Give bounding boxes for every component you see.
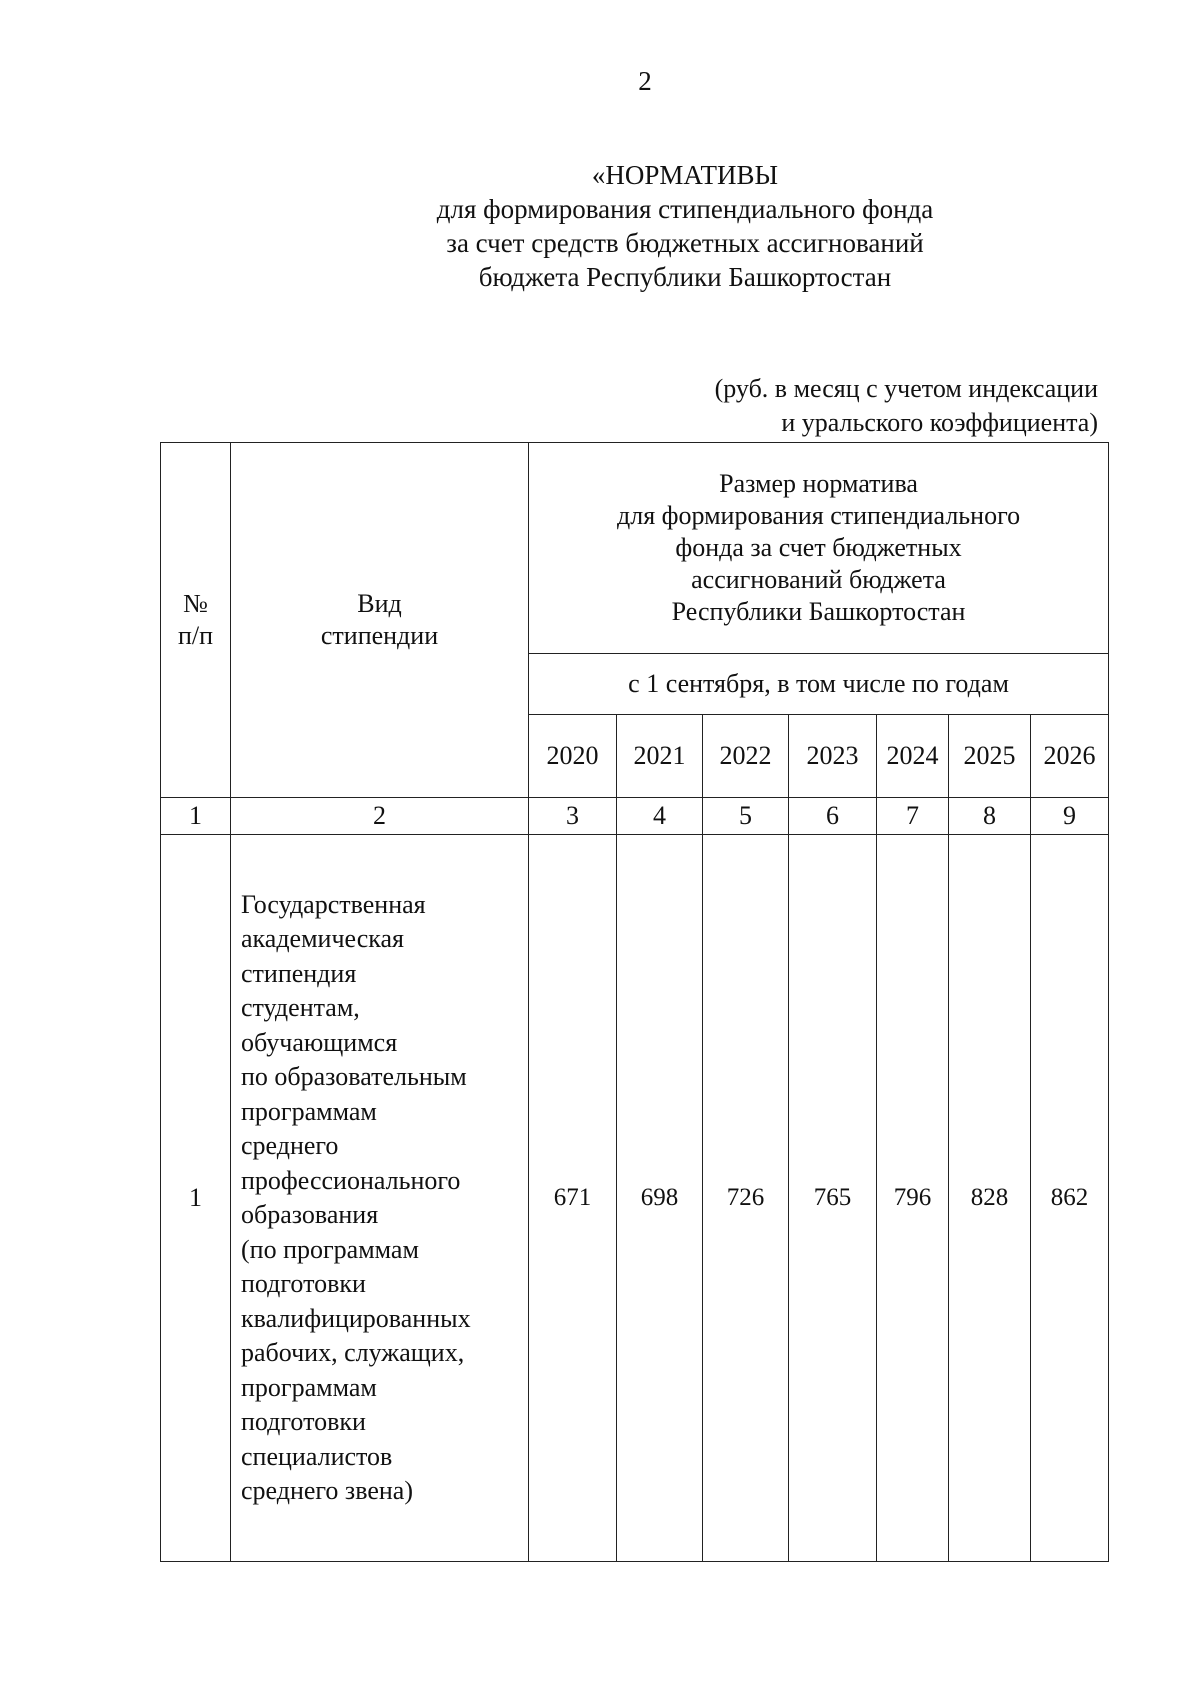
norm-value-2021: 698 xyxy=(617,835,703,1562)
stipend-type-line: по образовательным xyxy=(241,1062,467,1091)
stipend-type-line: рабочих, служащих, xyxy=(241,1338,465,1367)
norm-value-2020: 671 xyxy=(529,835,617,1562)
header-text: стипендии xyxy=(320,621,439,650)
column-number: 2 xyxy=(231,798,529,835)
norm-value-2022: 726 xyxy=(703,835,789,1562)
stipend-type-line: квалифицированных xyxy=(241,1303,471,1333)
stipend-type-line: образования xyxy=(241,1200,379,1229)
units-line: (руб. в месяц с учетом индексации xyxy=(714,374,1098,403)
stipend-type-line: программам xyxy=(241,1372,377,1402)
stipend-type-line: академическая xyxy=(241,924,404,953)
norms-table xyxy=(160,442,1109,1562)
header-text: Республики Башкортостан xyxy=(671,597,966,626)
stipend-type-line: специалистов xyxy=(241,1441,393,1471)
stipend-type xyxy=(231,835,529,1562)
column-number: 7 xyxy=(877,798,949,835)
period-header: с 1 сентября, в том числе по годам xyxy=(529,654,1109,715)
year-header: 2023 xyxy=(789,715,877,798)
page-number: 2 xyxy=(638,66,652,96)
year-header: 2021 xyxy=(617,715,703,798)
stipend-type-line: профессионального xyxy=(241,1165,461,1195)
column-number: 5 xyxy=(703,798,789,835)
title-line: «НОРМАТИВЫ xyxy=(591,160,779,190)
title-line: бюджета Республики Башкортостан xyxy=(478,262,892,292)
stipend-type-line: подготовки xyxy=(241,1269,366,1298)
col-number-header xyxy=(161,443,231,798)
stipend-type-line: Государственная xyxy=(241,889,426,919)
stipend-type-line: стипендия xyxy=(241,958,357,988)
stipend-type-line: (по программам xyxy=(241,1234,419,1264)
year-header: 2024 xyxy=(877,715,949,798)
column-number: 1 xyxy=(161,798,231,835)
stipend-type-line: программам xyxy=(241,1096,377,1126)
header-text: № xyxy=(183,589,208,618)
norm-value-2024: 796 xyxy=(877,835,949,1562)
document-title xyxy=(0,158,1200,294)
header-text: п/п xyxy=(177,621,214,650)
stipend-type-line: среднего xyxy=(241,1131,339,1160)
norm-value-2025: 828 xyxy=(949,835,1031,1562)
row-number: 1 xyxy=(161,835,231,1562)
norm-value-2023: 765 xyxy=(789,835,877,1562)
title-line: за счет средств бюджетных ассигнований xyxy=(446,228,924,258)
header-text: ассигнований бюджета xyxy=(691,565,946,594)
units-note xyxy=(600,372,1098,440)
units-line: и уральского коэффициента) xyxy=(781,408,1098,437)
year-header: 2020 xyxy=(529,715,617,798)
title-line: для формирования стипендиального фонда xyxy=(436,194,934,224)
stipend-type-line: студентам, xyxy=(241,993,360,1022)
header-text: фонда за счет бюджетных xyxy=(675,533,962,562)
year-header: 2022 xyxy=(703,715,789,798)
stipend-type-line: обучающимся xyxy=(241,1027,398,1057)
norm-size-header xyxy=(529,443,1109,654)
column-number-row xyxy=(161,798,1109,835)
column-number: 3 xyxy=(529,798,617,835)
year-header: 2025 xyxy=(949,715,1031,798)
header-text: Вид xyxy=(357,589,402,618)
column-number: 8 xyxy=(949,798,1031,835)
column-number: 6 xyxy=(789,798,877,835)
stipend-type-line: среднего звена) xyxy=(241,1476,413,1505)
norm-value-2026: 862 xyxy=(1031,835,1109,1562)
column-number: 9 xyxy=(1031,798,1109,835)
col-type-header xyxy=(231,443,529,798)
table-row xyxy=(161,835,1109,1562)
header-text: Размер норматива xyxy=(719,469,918,498)
column-number: 4 xyxy=(617,798,703,835)
header-text: для формирования стипендиального xyxy=(616,501,1021,530)
stipend-type-line: подготовки xyxy=(241,1407,366,1436)
header-row-main xyxy=(161,443,1109,654)
year-header: 2026 xyxy=(1031,715,1109,798)
